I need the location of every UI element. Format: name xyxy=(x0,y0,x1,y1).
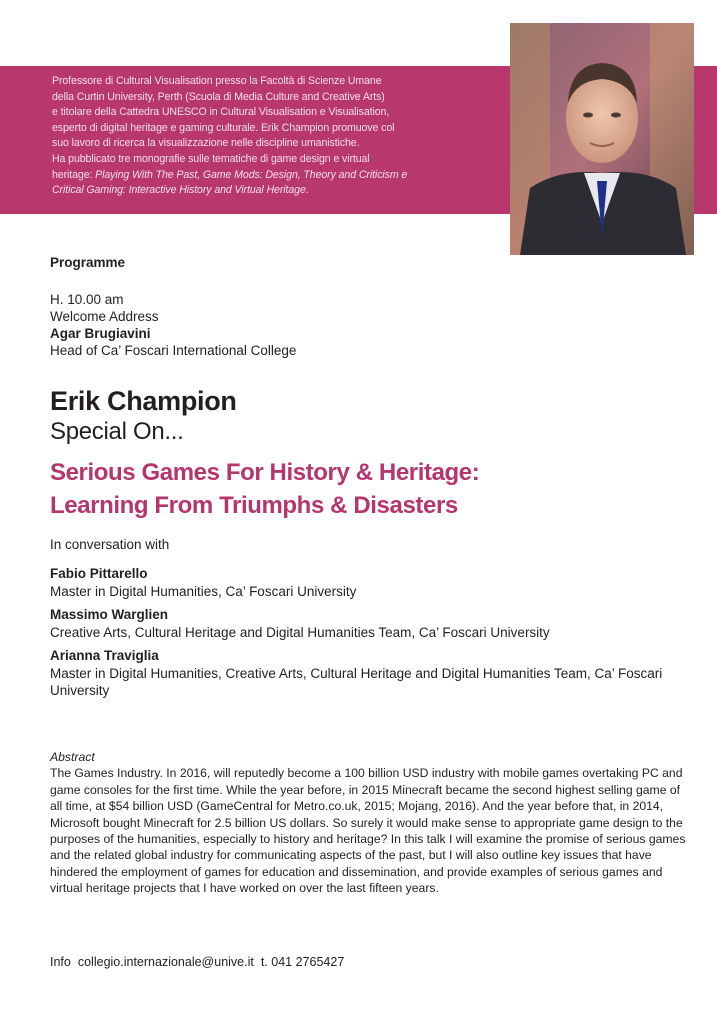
speaker-bio xyxy=(52,74,502,199)
programme-host-name: Agar Brugiavini xyxy=(50,326,151,341)
contact-email: collegio.internazionale@unive.it xyxy=(77,955,254,969)
bio-line: Ha pubblicato tre monografie sulle tematiche di game design e virtual xyxy=(52,152,370,165)
guest-name: Arianna Traviglia xyxy=(50,648,159,663)
programme-time: H. 10.00 am xyxy=(50,292,124,307)
programme-heading: Programme xyxy=(50,255,126,270)
guest-name: Fabio Pittarello xyxy=(50,566,148,581)
guest-role: Creative Arts, Cultural Heritage and Digital Humanities Team, Ca’ Foscari University xyxy=(50,624,550,640)
abstract-section xyxy=(50,749,690,897)
bio-line: e titolare della Cattedra UNESCO in Cultural Visualisation e Visualisation, xyxy=(52,106,390,119)
contact-info xyxy=(50,955,351,969)
portrait-illustration xyxy=(510,23,694,255)
talk-title xyxy=(50,456,690,522)
special-on-label: Special On... xyxy=(50,418,184,445)
talk-title-line: Serious Games For History & Heritage: xyxy=(50,459,480,486)
programme-details xyxy=(50,291,296,359)
programme-event: Welcome Address xyxy=(50,309,159,324)
bio-line: Professore di Cultural Visualisation presso la Facoltà di Scienze Umane xyxy=(52,75,382,87)
guest-name: Massimo Warglien xyxy=(50,607,169,622)
speaker-name: Erik Champion xyxy=(50,386,237,416)
bio-book-titles: Playing With The Past, Game Mods: Design, Theory and Criticism e xyxy=(95,168,408,181)
bio-text: . xyxy=(305,184,309,197)
talk-title-line: Learning From Triumphs & Disasters xyxy=(50,492,458,519)
abstract-title: Abstract xyxy=(50,750,95,764)
programme-host-role: Head of Ca’ Foscari International College xyxy=(50,343,297,358)
bio-line: suo lavoro di ricerca la visualizzazione nelle discipline umanistiche. xyxy=(52,137,360,150)
guest-item xyxy=(50,647,690,700)
bio-line: esperto di digital heritage e gaming culturale. Erik Champion promuove col xyxy=(52,121,395,134)
bio-line xyxy=(52,183,502,199)
contact-label: Info xyxy=(50,955,71,969)
bio-line: della Curtin University, Perth (Scuola di Media Culture and Creative Arts) xyxy=(52,90,385,103)
guest-item xyxy=(50,606,690,641)
bio-text: heritage: xyxy=(52,168,96,181)
guest-role: Master in Digital Humanities, Creative Arts, Cultural Heritage and Digital Humanities Team, Ca’ Foscari University xyxy=(50,665,663,698)
contact-phone: t. 041 2765427 xyxy=(260,955,345,969)
bio-line xyxy=(52,168,502,184)
guest-role: Master in Digital Humanities, Ca’ Foscari University xyxy=(50,583,357,599)
conversation-intro: In conversation with xyxy=(50,537,170,552)
guest-item xyxy=(50,565,690,600)
speaker-portrait-photo xyxy=(510,23,694,255)
abstract-text: The Games Industry. In 2016, will reputedly become a 100 billion USD industry with mobile games overtaking PC and game consoles for the first time. While the year before, in 2015 Minecraft became the second highest selling game of all time, at $54 billion USD (GameCentral for Metro.co.uk, 2015; Mojang, 2016). And the year before that, in 2014, Microsoft bought Minecraft for 2.5 billion US dollars. So surely it would make sense to appropriate game design to the purposes of the humanities, especially to history and heritage? In this talk I will examine the promise of serious games and the related global industry for communicating aspects of the past, but I will also outline key issues that have hindered the employment of games for education and dissemination, and provide examples of serious games and virtual heritage projects that I have worked on over the last fifteen years. xyxy=(50,766,686,896)
bio-book-title: Critical Gaming: Interactive History and Virtual Heritage xyxy=(52,184,306,197)
guest-list xyxy=(50,565,690,706)
